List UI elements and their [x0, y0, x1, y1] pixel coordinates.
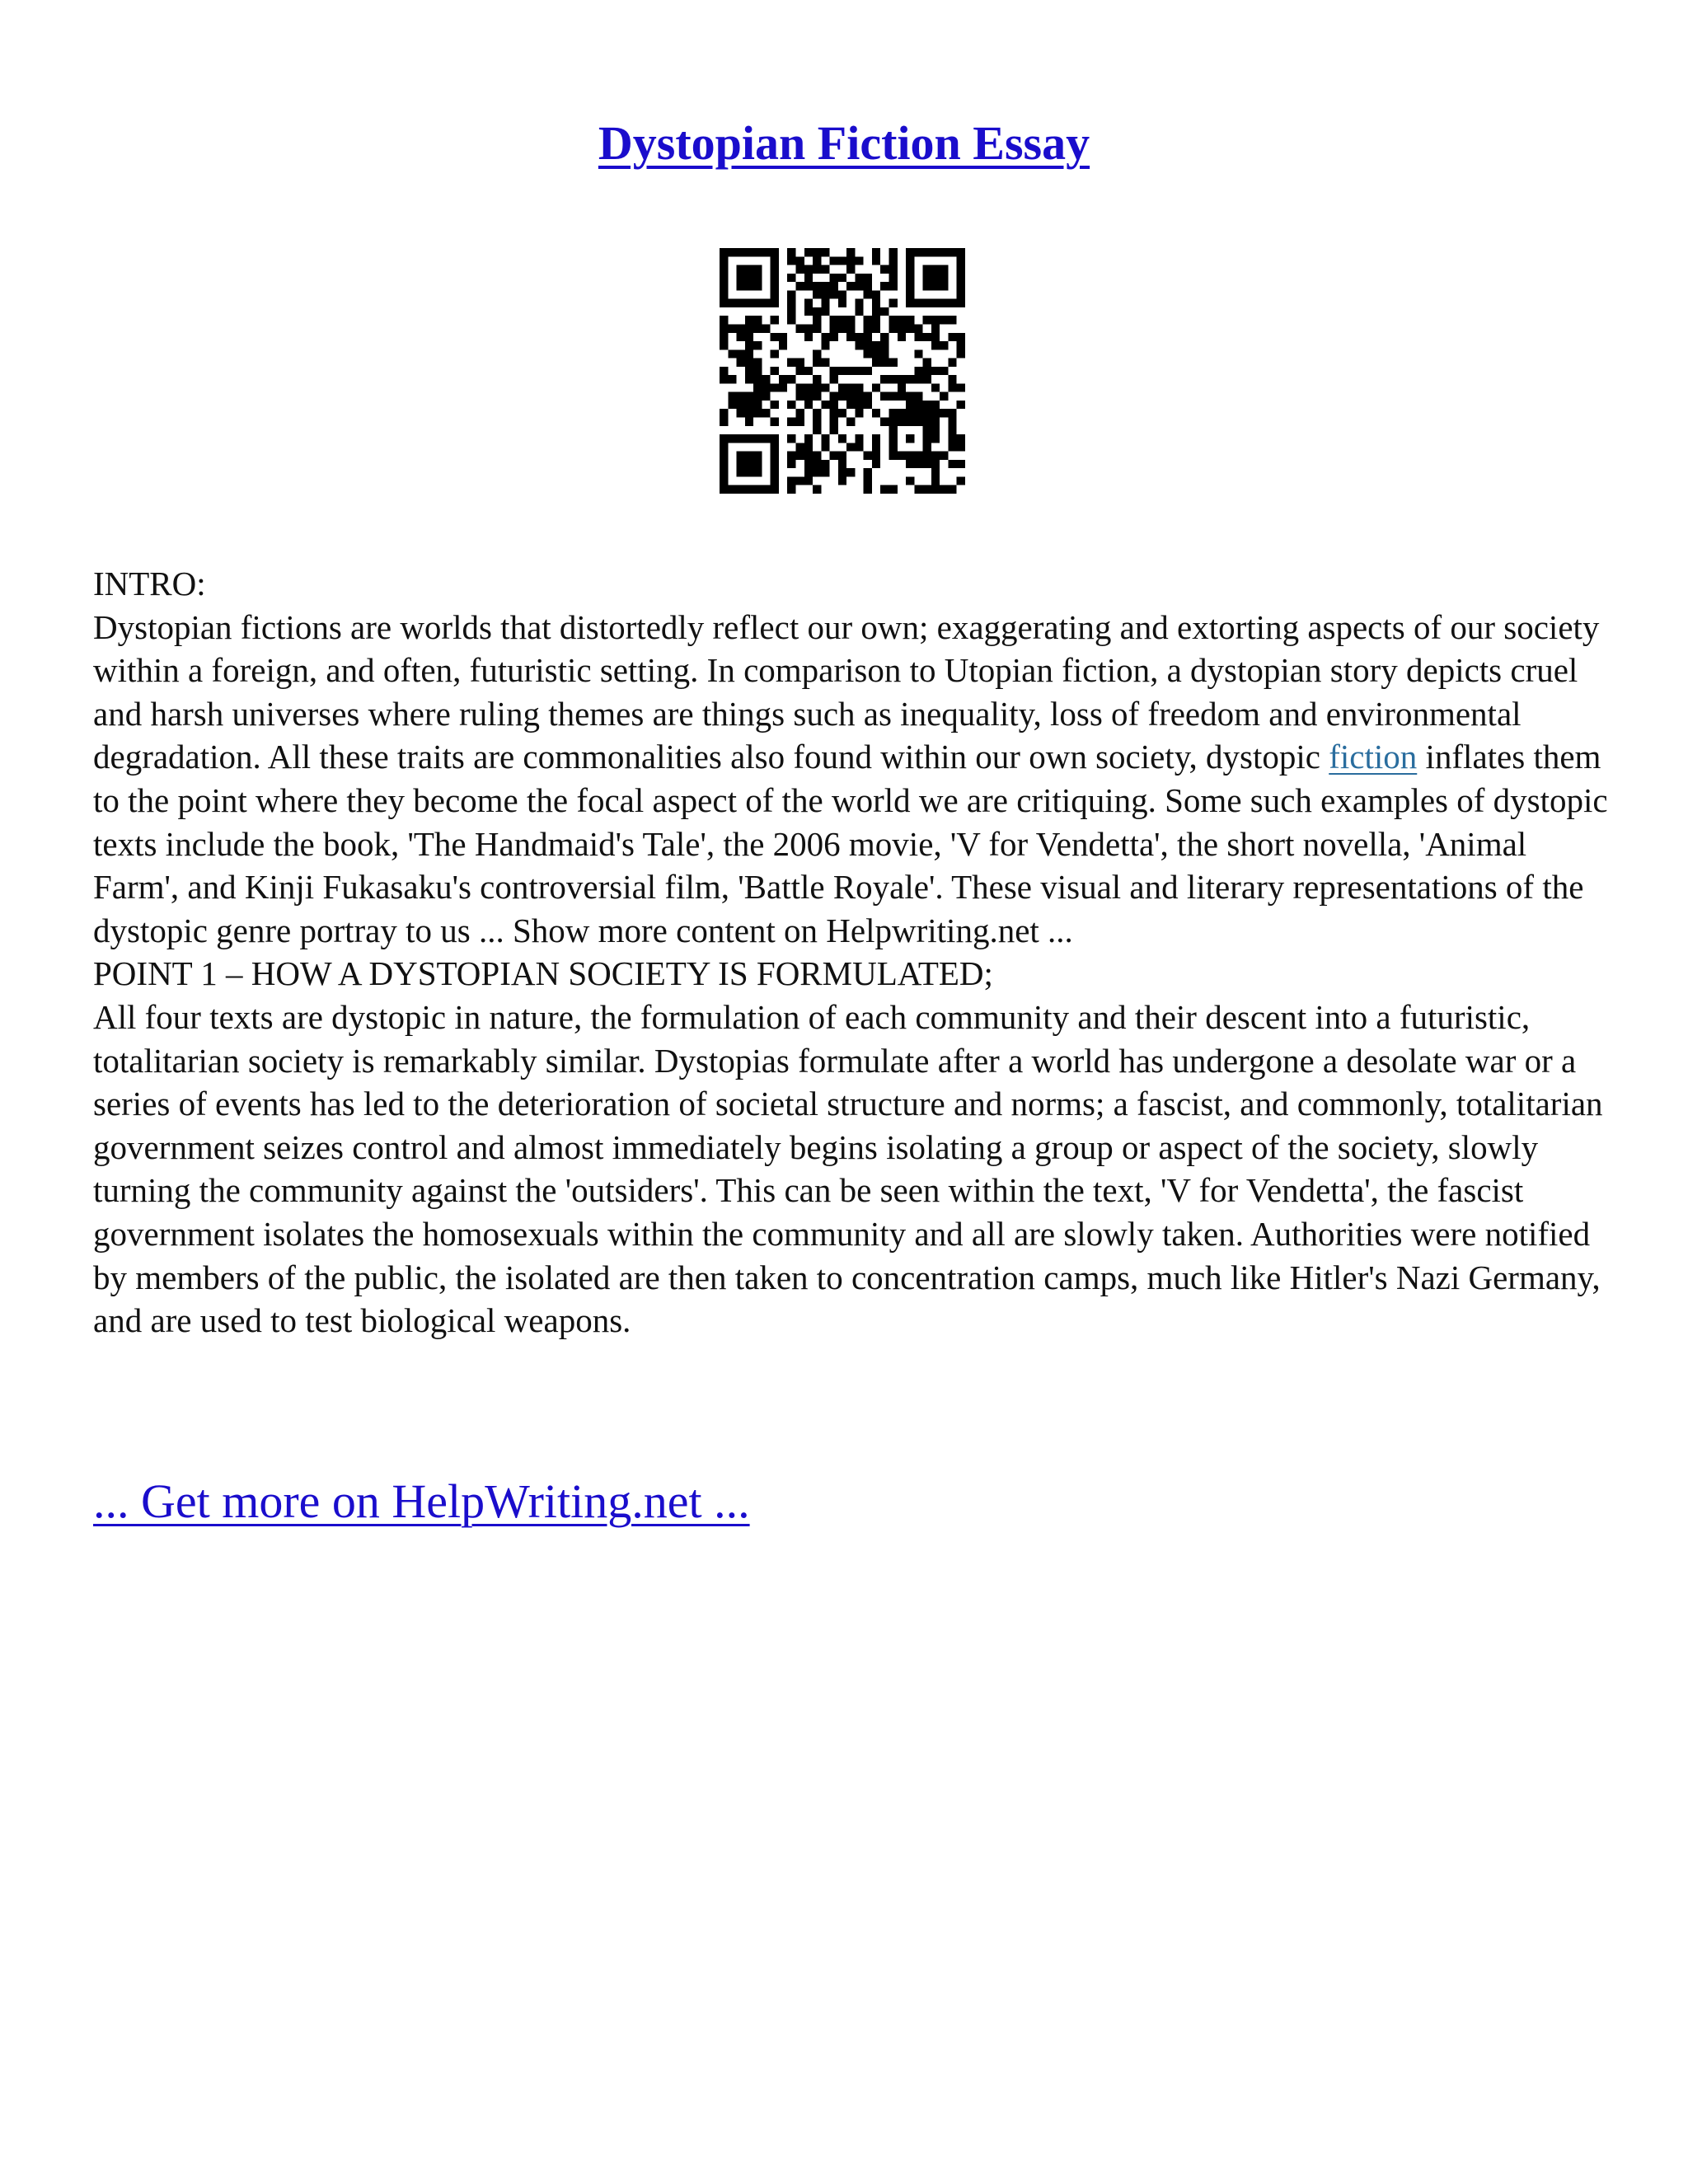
intro-heading: INTRO:	[93, 565, 206, 602]
page-title	[0, 114, 1688, 173]
intro-text-part2: inflates them to the point where they become the focal aspect of the world we are critiquing. Some such examples of dystopic texts include the book, 'The Handmaid's Tale', the 2006 movie, 'V for Vendetta', the short novella, 'Animal Farm', and Kinji Fukasaku's controversial film, 'Battle Royale'. These visual and literary representations of the dystopic genre portray to us ... Show more content on Helpwriting.net ...	[93, 738, 1608, 949]
essay-body	[93, 562, 1618, 1343]
intro-text-part1: Dystopian fictions are worlds that distortedly reflect our own; exaggerating and extorting aspects of our society within a foreign, and often, futuristic setting. In comparison to Utopian fiction, a dystopian story depicts cruel and harsh universes where ruling themes are things such as inequality, loss of freedom and environmental degradation. All these traits are commonalities also found within our own society, dystopic	[93, 607, 1600, 776]
get-more-link-line	[93, 1472, 750, 1531]
fiction-link[interactable]: fiction	[1329, 738, 1418, 776]
qr-code-icon	[720, 248, 965, 494]
point1-paragraph: All four texts are dystopic in nature, the formulation of each community and their descent into a futuristic, totalitarian society is remarkably similar. Dystopias formulate after a world has undergone a desolate war or a series of events has led to the deterioration of societal structure and norms; a fascist, and commonly, totalitarian government seizes control and almost immediately begins isolating a group or aspect of the society, slowly turning the community against the 'outsiders'. This can be seen within the text, 'V for Vendetta', the fascist government isolates the homosexuals within the community and all are slowly taken. Authorities were notified by members of the public, the isolated are then taken to concentration camps, much like Hitler's Nazi Germany, and are used to test biological weapons.	[93, 997, 1603, 1340]
title-link[interactable]: Dystopian Fiction Essay	[598, 116, 1090, 170]
get-more-link[interactable]: ... Get more on HelpWriting.net ...	[93, 1474, 750, 1528]
point1-heading: POINT 1 – HOW A DYSTOPIAN SOCIETY IS FORMULATED;	[93, 954, 993, 993]
qr-modules	[720, 248, 965, 494]
intro-paragraph	[93, 606, 1618, 953]
